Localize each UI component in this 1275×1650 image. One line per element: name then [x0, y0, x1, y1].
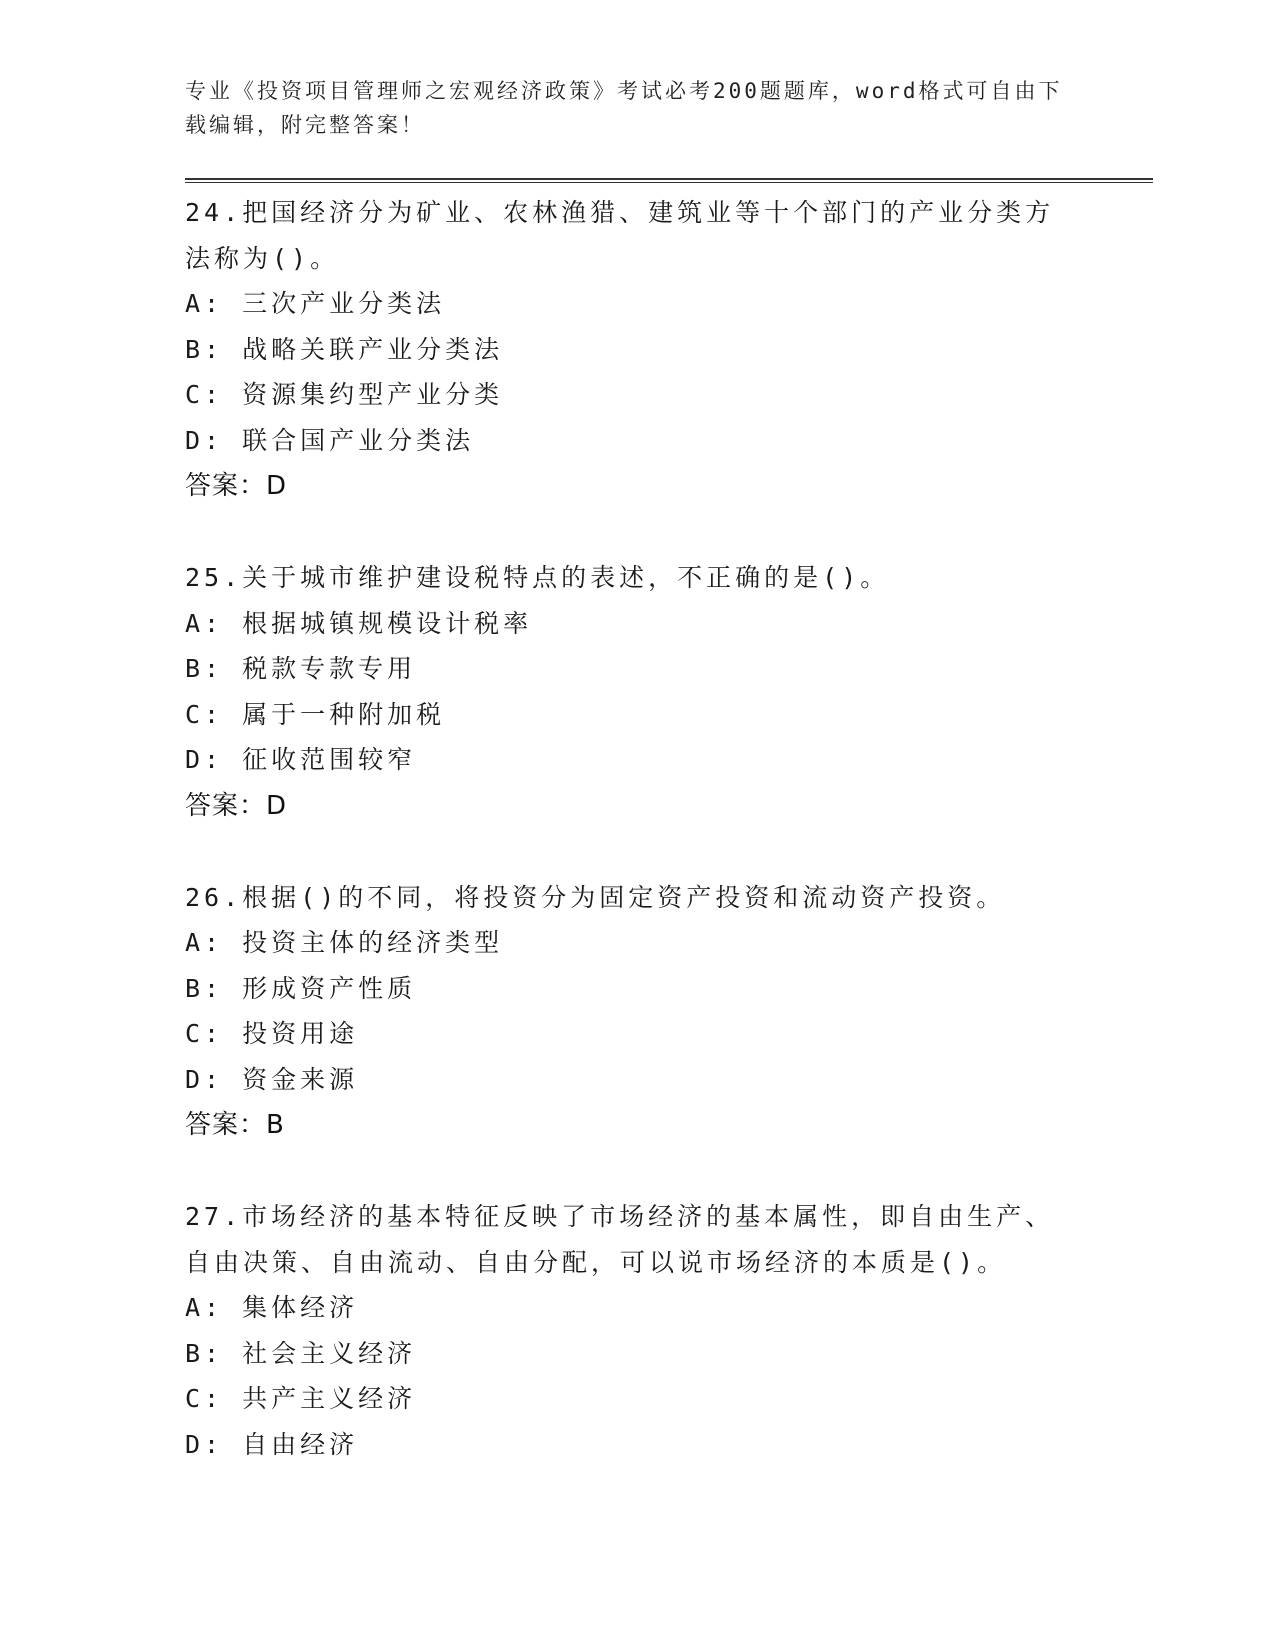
document-header: 专业《投资项目管理师之宏观经济政策》考试必考200题题库，word格式可自由下载编辑，附完整答案！ — [185, 79, 1063, 137]
option-b: B: 社会主义经济 — [185, 1338, 417, 1368]
option-a: A: 投资主体的经济类型 — [185, 928, 504, 957]
question-stem: 26.根据()的不同，将投资分为固定资产投资和流动资产投资。 — [185, 882, 1006, 912]
option-d: D: 征收范围较窄 — [185, 745, 417, 774]
question-list — [185, 190, 1085, 1513]
answer-line: 答案：D — [185, 471, 288, 501]
option-d: D: 自由经济 — [185, 1429, 359, 1459]
option-d: D: 联合国产业分类法 — [185, 425, 475, 455]
option-a: A: 根据城镇规模设计税率 — [185, 608, 533, 638]
answer-line: 答案：B — [185, 1110, 285, 1140]
question-stem: 27.市场经济的基本特征反映了市场经济的基本属性，即自由生产、自由决策、自由流动、自由分配，可以说市场经济的本质是()。 — [185, 1202, 1055, 1277]
question-25 — [185, 555, 1085, 829]
option-c: C: 资源集约型产业分类 — [185, 380, 504, 409]
option-b: B: 战略关联产业分类法 — [185, 334, 504, 364]
option-c: C: 投资用途 — [185, 1019, 359, 1048]
option-a: A: 三次产业分类法 — [185, 289, 446, 318]
question-26 — [185, 875, 1085, 1149]
option-b: B: 税款专款专用 — [185, 654, 417, 683]
question-24 — [185, 190, 1085, 509]
option-a: A: 集体经济 — [185, 1293, 359, 1322]
answer-line: 答案：D — [185, 790, 288, 821]
option-d: D: 资金来源 — [185, 1064, 359, 1094]
option-c: C: 共产主义经济 — [185, 1384, 417, 1413]
option-c: C: 属于一种附加税 — [185, 699, 446, 729]
question-stem: 25.关于城市维护建设税特点的表述，不正确的是()。 — [185, 563, 890, 592]
header-divider — [185, 178, 1153, 183]
option-b: B: 形成资产性质 — [185, 973, 417, 1003]
question-27 — [185, 1194, 1085, 1467]
question-stem: 24.把国经济分为矿业、农林渔猎、建筑业等十个部门的产业分类方法称为()。 — [185, 198, 1055, 273]
